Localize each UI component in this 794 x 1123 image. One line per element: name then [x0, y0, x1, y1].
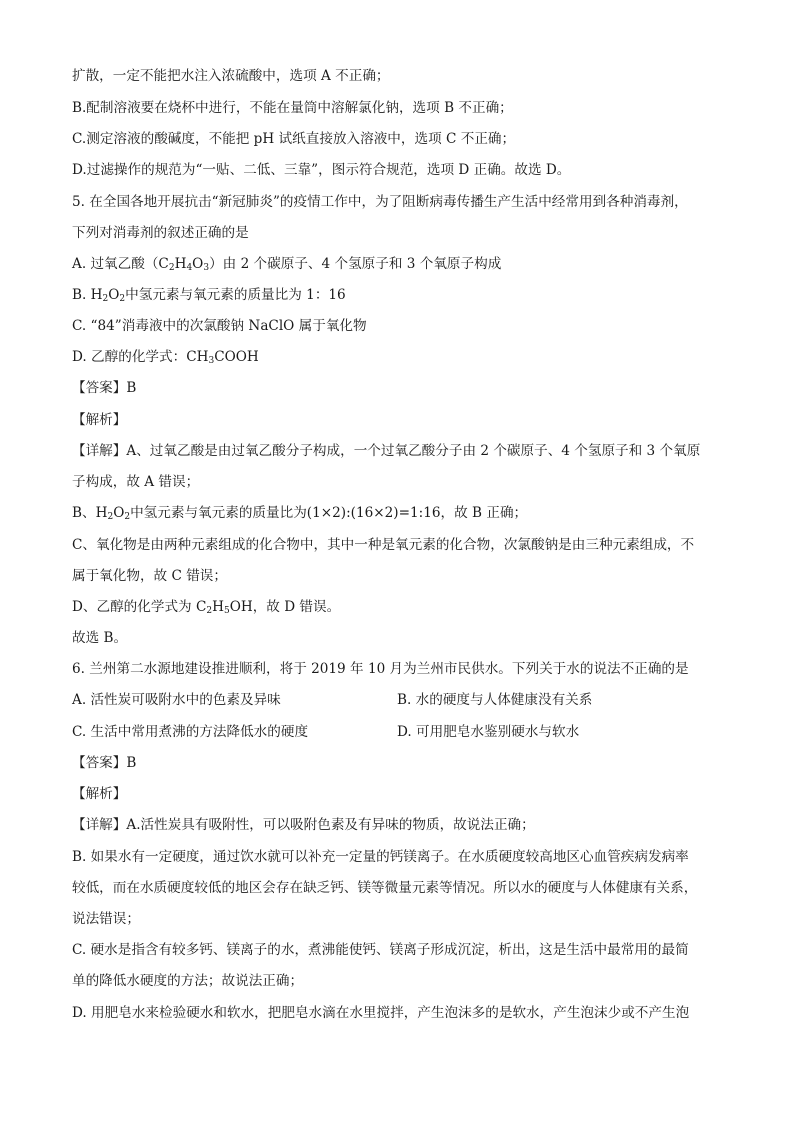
q5-option-c: C. “84”消毒液中的次氯酸钠 NaClO 属于氧化物: [72, 318, 367, 334]
text-line: C.测定溶液的酸碱度，不能把 pH 试纸直接放入溶液中，选项 C 不正确；: [72, 131, 516, 147]
q5-detail: C、氧化物是由两种元素组成的化合物中，其中一种是氧元素的化合物，次氯酸钠是由三种元素组成，不: [72, 537, 695, 553]
q5-stem-cont: 下列对消毒剂的叙述正确的是: [72, 225, 249, 241]
q6-detail: 单的降低水硬度的方法；故说法正确；: [72, 973, 304, 989]
q5-detail-b: B、$H_2O_2$中氢元素与氧元素的质量比为(1×2):(16×2)=1:16，故 B 正确；: [72, 505, 528, 522]
q6-options-row-2: [72, 722, 732, 742]
q6-answer: 【答案】B: [72, 755, 137, 771]
q6-analysis-label: 【解析】: [72, 786, 127, 802]
q6-options-row-1: [72, 690, 732, 710]
q5-analysis-label: 【解析】: [72, 412, 127, 428]
text-line: D.过滤操作的规范为“一贴、二低、三靠”，图示符合规范，选项 D 正确。故选 D。: [72, 162, 571, 178]
q6-detail: 较低，而在水质硬度较低的地区会存在缺乏钙、镁等微量元素等情况。所以水的硬度与人体健康有关系，: [72, 880, 698, 896]
q5-detail-d: D、乙醇的化学式为 $C_2H_5OH$，故 D 错误。: [72, 599, 341, 616]
q6-option-a: A. 活性炭可吸附水中的色素及异味: [72, 692, 281, 708]
text-line: B.配制溶液要在烧杯中进行，不能在量筒中溶解氯化钠，选项 B 不正确；: [72, 100, 513, 116]
q6-option-c: C. 生活中常用煮沸的方法降低水的硬度: [72, 724, 309, 740]
q6-option-b: B. 水的硬度与人体健康没有关系: [397, 692, 593, 708]
q5-detail: 属于氧化物，故 C 错误；: [72, 568, 227, 584]
q5-option-a: A. 过氧乙酸$(C_2H_4O_3)$由 2 个碳原子、4 个氢原子和 3 个氧原子构成: [72, 256, 502, 273]
q6-detail: 【详解】A.活性炭具有吸附性，可以吸附色素及有异味的物质，故说法正确；: [72, 817, 535, 833]
q6-detail: C. 硬水是指含有较多钙、镁离子的水，煮沸能使钙、镁离子形成沉淀，析出，这是生活中最常用的最简: [72, 942, 689, 958]
q6-stem: 6. 兰州第二水源地建设推进顺利，将于 2019 年 10 月为兰州市民供水。下列关于水的说法不正确的是: [72, 661, 689, 677]
q5-option-d: D. 乙醇的化学式：$CH_3COOH$: [72, 349, 259, 366]
q5-detail: 【详解】A、过氧乙酸是由过氧乙酸分子构成，一个过氧乙酸分子由 2 个碳原子、4 个氢原子和 3 个氧原: [72, 443, 701, 459]
text-line: 扩散，一定不能把水注入浓硫酸中，选项 A 不正确；: [72, 68, 390, 84]
q6-detail: D. 用肥皂水来检验硬水和软水，把肥皂水滴在水里搅拌，产生泡沫多的是软水，产生泡沫少或不产生泡: [72, 1005, 690, 1021]
q6-option-d: D. 可用肥皂水鉴别硬水与软水: [397, 724, 580, 740]
q6-detail: 说法错误；: [72, 911, 140, 927]
q5-conclusion: 故选 B。: [72, 630, 128, 646]
q5-option-b: B. $H_2O_2$中氢元素与氧元素的质量比为 1：16: [72, 287, 346, 304]
q6-detail: B. 如果水有一定硬度，通过饮水就可以补充一定量的钙镁离子。在水质硬度较高地区心血管疾病发病率: [72, 849, 689, 865]
q5-answer: 【答案】B: [72, 380, 137, 396]
q5-detail: 子构成，故 A 错误；: [72, 474, 200, 490]
q5-stem: 5. 在全国各地开展抗击“新冠肺炎”的疫情工作中，为了阻断病毒传播生产生活中经常用到各种消毒剂，: [72, 194, 688, 210]
